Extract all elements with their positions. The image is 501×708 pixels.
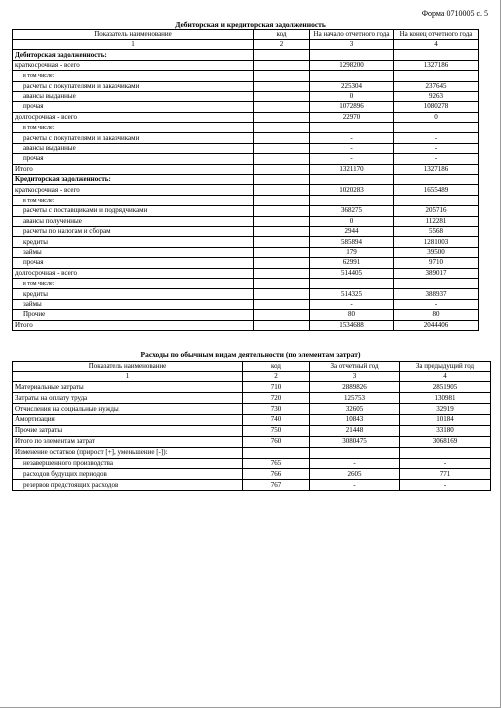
table-row bbox=[13, 415, 491, 426]
row-code bbox=[254, 175, 310, 185]
row-value-previous: - bbox=[400, 458, 491, 469]
row-label: Итого по элементам затрат bbox=[13, 436, 243, 447]
row-label: Амортизация bbox=[13, 415, 243, 426]
row-code bbox=[254, 258, 310, 268]
row-code: 750 bbox=[243, 425, 310, 436]
table-row bbox=[13, 447, 491, 458]
row-code bbox=[254, 310, 310, 320]
row-value-begin: 514325 bbox=[310, 289, 394, 299]
table-row bbox=[13, 382, 491, 393]
row-label: в том числе: bbox=[13, 71, 254, 81]
col-number: 2 bbox=[243, 372, 310, 382]
header-code: код bbox=[254, 30, 310, 40]
row-code bbox=[254, 143, 310, 153]
row-code bbox=[254, 320, 310, 330]
column-number-row bbox=[13, 372, 491, 382]
row-value-begin: 1534688 bbox=[310, 320, 394, 330]
row-value-begin: 514405 bbox=[310, 268, 394, 278]
row-label: Затраты на оплату труда bbox=[13, 393, 243, 404]
row-code bbox=[243, 447, 310, 458]
row-label: авансы полученные bbox=[13, 216, 254, 226]
column-number-row bbox=[13, 40, 479, 50]
row-value-end: - bbox=[394, 299, 479, 309]
row-value-current: 2889826 bbox=[310, 382, 400, 393]
col-number: 1 bbox=[13, 372, 243, 382]
row-label: краткосрочная - всего bbox=[13, 60, 254, 70]
row-value-current: 2605 bbox=[310, 469, 400, 480]
row-value-end bbox=[394, 195, 479, 205]
row-code bbox=[254, 216, 310, 226]
row-value-begin bbox=[310, 123, 394, 133]
row-value-end: 112281 bbox=[394, 216, 479, 226]
row-label: расчеты по налогам и сборам bbox=[13, 226, 254, 236]
row-value-begin: - bbox=[310, 143, 394, 153]
table-row bbox=[13, 185, 479, 195]
row-value-current: 125753 bbox=[310, 393, 400, 404]
row-value-end: 389017 bbox=[394, 268, 479, 278]
row-label: авансы выданные bbox=[13, 143, 254, 153]
row-code: 710 bbox=[243, 382, 310, 393]
header-current-year: За отчетный год bbox=[310, 362, 400, 372]
row-code: 740 bbox=[243, 415, 310, 426]
row-label: прочая bbox=[13, 258, 254, 268]
row-value-end: 39500 bbox=[394, 247, 479, 257]
row-label: долгосрочная - всего bbox=[13, 268, 254, 278]
row-code bbox=[254, 60, 310, 70]
table-row bbox=[13, 226, 479, 236]
row-label: займы bbox=[13, 247, 254, 257]
table-row bbox=[13, 258, 479, 268]
table-row bbox=[13, 164, 479, 174]
table-row bbox=[13, 289, 479, 299]
row-label: Итого bbox=[13, 164, 254, 174]
col-number: 3 bbox=[310, 40, 394, 50]
col-number: 4 bbox=[394, 40, 479, 50]
row-value-previous: 771 bbox=[400, 469, 491, 480]
row-code: 766 bbox=[243, 469, 310, 480]
expenses-title: Расходы по обычным видам деятельности (по элементам затрат) bbox=[140, 350, 361, 359]
row-code bbox=[254, 154, 310, 164]
row-label: Прочие затраты bbox=[13, 425, 243, 436]
table-row bbox=[13, 237, 479, 247]
row-label: авансы выданные bbox=[13, 91, 254, 101]
row-code bbox=[254, 71, 310, 81]
row-value-begin bbox=[310, 175, 394, 185]
row-label: расходов будущих периодов bbox=[13, 469, 243, 480]
table-row bbox=[13, 175, 479, 185]
table-row bbox=[13, 310, 479, 320]
row-value-end: 205716 bbox=[394, 206, 479, 216]
row-value-end: 388937 bbox=[394, 289, 479, 299]
row-value-previous: 10184 bbox=[400, 415, 491, 426]
row-value-current: 3080475 bbox=[310, 436, 400, 447]
row-value-current: 10843 bbox=[310, 415, 400, 426]
row-value-end: - bbox=[394, 133, 479, 143]
row-code bbox=[254, 91, 310, 101]
expenses-table bbox=[12, 361, 491, 491]
row-value-end: 1281003 bbox=[394, 237, 479, 247]
row-label: кредиты bbox=[13, 289, 254, 299]
table-row bbox=[13, 123, 479, 133]
table-row bbox=[13, 436, 491, 447]
row-value-previous: 3068169 bbox=[400, 436, 491, 447]
table-header-row bbox=[13, 362, 491, 372]
table-row bbox=[13, 216, 479, 226]
row-code: 760 bbox=[243, 436, 310, 447]
row-value-end bbox=[394, 278, 479, 288]
row-value-begin: - bbox=[310, 154, 394, 164]
table-row bbox=[13, 404, 491, 415]
row-value-begin: 1321170 bbox=[310, 164, 394, 174]
table-row bbox=[13, 458, 491, 469]
table-row bbox=[13, 60, 479, 70]
row-value-end: 5568 bbox=[394, 226, 479, 236]
row-value-current: 32605 bbox=[310, 404, 400, 415]
table-row bbox=[13, 133, 479, 143]
row-value-begin bbox=[310, 195, 394, 205]
row-label: прочая bbox=[13, 154, 254, 164]
row-label: Материальные затраты bbox=[13, 382, 243, 393]
row-value-begin: 80 bbox=[310, 310, 394, 320]
row-value-end: 0 bbox=[394, 112, 479, 122]
row-label: незавершенного производства bbox=[13, 458, 243, 469]
header-end-year: На конец отчетного года bbox=[394, 30, 479, 40]
table-row bbox=[13, 247, 479, 257]
row-label: займы bbox=[13, 299, 254, 309]
row-code bbox=[254, 123, 310, 133]
row-value-previous: 130981 bbox=[400, 393, 491, 404]
table-row bbox=[13, 278, 479, 288]
row-value-previous: 33180 bbox=[400, 425, 491, 436]
row-label: долгосрочная - всего bbox=[13, 112, 254, 122]
row-value-begin: - bbox=[310, 299, 394, 309]
row-value-previous: - bbox=[400, 480, 491, 491]
row-label: Итого bbox=[13, 320, 254, 330]
table-row bbox=[13, 425, 491, 436]
row-value-begin: 0 bbox=[310, 91, 394, 101]
table-row bbox=[13, 206, 479, 216]
row-label: резервов предстоящих расходов bbox=[13, 480, 243, 491]
row-code bbox=[254, 278, 310, 288]
table-row bbox=[13, 154, 479, 164]
receivables-payables-title: Дебиторская и кредиторская задолженность bbox=[175, 20, 326, 29]
table-row bbox=[13, 393, 491, 404]
row-code bbox=[254, 226, 310, 236]
table-row bbox=[13, 102, 479, 112]
row-value-end: 1080278 bbox=[394, 102, 479, 112]
row-code bbox=[254, 81, 310, 91]
table-row bbox=[13, 112, 479, 122]
receivables-payables-table bbox=[12, 29, 479, 331]
row-value-begin: 1072896 bbox=[310, 102, 394, 112]
row-value-begin: 1298200 bbox=[310, 60, 394, 70]
row-value-current: 21448 bbox=[310, 425, 400, 436]
row-label: Отчисления на социальные нужды bbox=[13, 404, 243, 415]
row-value-end: 2044406 bbox=[394, 320, 479, 330]
row-value-begin: 1020283 bbox=[310, 185, 394, 195]
row-code bbox=[254, 50, 310, 60]
row-code bbox=[254, 268, 310, 278]
row-value-end bbox=[394, 175, 479, 185]
table-row bbox=[13, 299, 479, 309]
row-code bbox=[254, 289, 310, 299]
table-row bbox=[13, 81, 479, 91]
row-label: прочая bbox=[13, 102, 254, 112]
row-code bbox=[254, 299, 310, 309]
row-value-begin bbox=[310, 278, 394, 288]
row-label: в том числе: bbox=[13, 195, 254, 205]
row-value-current: - bbox=[310, 458, 400, 469]
row-value-previous: 2851905 bbox=[400, 382, 491, 393]
row-value-begin: 368275 bbox=[310, 206, 394, 216]
row-label: Дебиторская задолженность: bbox=[13, 50, 254, 60]
row-label: Изменение остатков (прирост [+], уменьшение [-]): bbox=[13, 447, 243, 458]
row-value-begin bbox=[310, 50, 394, 60]
row-value-begin: - bbox=[310, 133, 394, 143]
col-number: 1 bbox=[13, 40, 254, 50]
row-code: 765 bbox=[243, 458, 310, 469]
row-code bbox=[254, 102, 310, 112]
row-value-begin: 225304 bbox=[310, 81, 394, 91]
table-row bbox=[13, 91, 479, 101]
table-header-row bbox=[13, 30, 479, 40]
row-value-end bbox=[394, 123, 479, 133]
row-value-current bbox=[310, 447, 400, 458]
row-label: Прочие bbox=[13, 310, 254, 320]
row-label: в том числе: bbox=[13, 123, 254, 133]
table-row bbox=[13, 480, 491, 491]
header-begin-year: На начало отчетного года bbox=[310, 30, 394, 40]
col-number: 4 bbox=[400, 372, 491, 382]
row-label: расчеты с покупателями и заказчиками bbox=[13, 133, 254, 143]
row-code bbox=[254, 247, 310, 257]
row-code bbox=[254, 237, 310, 247]
row-label: кредиты bbox=[13, 237, 254, 247]
row-value-current: - bbox=[310, 480, 400, 491]
row-value-end: 237645 bbox=[394, 81, 479, 91]
row-value-end: - bbox=[394, 143, 479, 153]
row-code bbox=[254, 133, 310, 143]
row-code bbox=[254, 164, 310, 174]
row-value-end bbox=[394, 71, 479, 81]
table-row bbox=[13, 469, 491, 480]
row-label: Кредиторская задолженность: bbox=[13, 175, 254, 185]
header-previous-year: За предыдущий год bbox=[400, 362, 491, 372]
col-number: 3 bbox=[310, 372, 400, 382]
row-value-begin: 585894 bbox=[310, 237, 394, 247]
row-value-begin bbox=[310, 71, 394, 81]
row-label: в том числе: bbox=[13, 278, 254, 288]
row-value-begin: 0 bbox=[310, 216, 394, 226]
table-row bbox=[13, 143, 479, 153]
row-label: расчеты с покупателями и заказчиками bbox=[13, 81, 254, 91]
row-value-end: 80 bbox=[394, 310, 479, 320]
row-code: 720 bbox=[243, 393, 310, 404]
row-value-begin: 179 bbox=[310, 247, 394, 257]
row-value-end: 1327186 bbox=[394, 60, 479, 70]
row-code bbox=[254, 185, 310, 195]
row-code: 767 bbox=[243, 480, 310, 491]
row-code: 730 bbox=[243, 404, 310, 415]
row-code bbox=[254, 195, 310, 205]
row-label: расчеты с поставщиками и подрядчиками bbox=[13, 206, 254, 216]
header-indicator: Показатель наименование bbox=[13, 30, 254, 40]
row-value-end: 1327186 bbox=[394, 164, 479, 174]
row-value-end: - bbox=[394, 154, 479, 164]
row-label: краткосрочная - всего bbox=[13, 185, 254, 195]
row-value-previous: 32919 bbox=[400, 404, 491, 415]
row-value-begin: 62991 bbox=[310, 258, 394, 268]
row-value-end: 1655489 bbox=[394, 185, 479, 195]
row-value-previous bbox=[400, 447, 491, 458]
row-code bbox=[254, 206, 310, 216]
table-row bbox=[13, 195, 479, 205]
header-indicator: Показатель наименование bbox=[13, 362, 243, 372]
header-code: код bbox=[243, 362, 310, 372]
row-value-begin: 2944 bbox=[310, 226, 394, 236]
table-row bbox=[13, 268, 479, 278]
col-number: 2 bbox=[254, 40, 310, 50]
row-value-begin: 22970 bbox=[310, 112, 394, 122]
table-row bbox=[13, 71, 479, 81]
table-row bbox=[13, 320, 479, 330]
table-row bbox=[13, 50, 479, 60]
row-value-end: 9263 bbox=[394, 91, 479, 101]
row-value-end: 9710 bbox=[394, 258, 479, 268]
row-value-end bbox=[394, 50, 479, 60]
row-code bbox=[254, 112, 310, 122]
form-label: Форма 0710005 с. 5 bbox=[421, 9, 488, 18]
